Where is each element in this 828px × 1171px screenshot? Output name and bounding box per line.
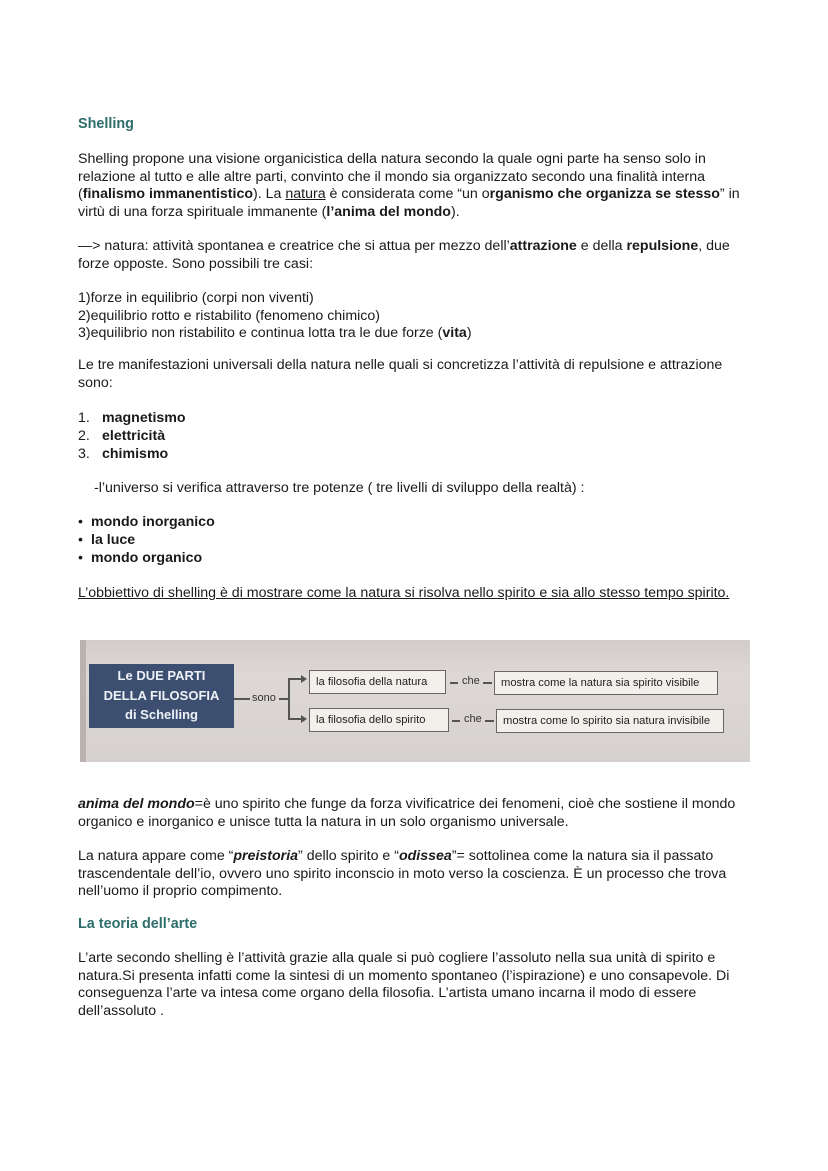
diagram-title-line: Le DUE PARTI (117, 668, 206, 683)
bullet: • (78, 532, 83, 548)
paragraph-natura (78, 238, 758, 273)
bold-text: repulsione (626, 238, 699, 254)
connector-line (288, 678, 302, 680)
heading-teoria-arte: La teoria dell’arte (78, 916, 198, 932)
list-number: 3. (78, 446, 90, 462)
diagram-title-line: DELLA FILOSOFIA (103, 687, 220, 703)
paragraph-intro (78, 151, 758, 221)
list-item (78, 513, 215, 531)
case-item: 1)forze in equilibrio (corpi non viventi) (78, 290, 314, 306)
text: , due forze opposte. Sono possibili tre casi: (78, 238, 730, 272)
photo-edge (80, 640, 86, 762)
bullet: • (78, 550, 83, 566)
list-label: elettricità (102, 428, 166, 444)
list-label: la luce (91, 532, 136, 548)
text: ) (466, 325, 472, 341)
text: ). (450, 203, 460, 220)
list-label: mondo organico (91, 550, 203, 566)
manifestations-list (78, 409, 186, 463)
underlined-text: natura (285, 186, 326, 202)
connector-line (234, 698, 250, 700)
case-item (78, 325, 758, 343)
paragraph-arte: L’arte secondo shelling è l’attività grazie alla quale si può cogliere l’assoluto nella sua unità di spirito e natura.Si presenta infatti come la sintesi di un momento spontaneo (l’ispirazione) e uno consapevole. Di conseguenza l’arte va intesa come organo della filosofia. L’artista umano incarna il modo di essere dell’assoluto . (78, 950, 730, 1019)
paragraph-potenze: -l’universo si verifica attraverso tre potenze ( tre livelli di sviluppo della realtà) : (94, 480, 585, 496)
connector-line (452, 720, 460, 722)
text: =è uno spirito che funge da forza vivificatrice dei fenomeni, cioè che sostiene il mondo organico e inorganico e unisce tutta la natura in un solo organismo universale. (78, 796, 736, 830)
philosophy-diagram-photo (80, 640, 750, 762)
diagram-che-label: che (462, 675, 480, 687)
diagram-desc-natura: mostra come la natura sia spirito visibile (494, 671, 718, 695)
paragraph-preistoria (78, 848, 758, 901)
text: ”= sottolinea come la natura sia il passato trascendentale dell’io, ovvero uno spirito inconscio in moto verso la coscienza. È un processo che trova nell’uomo il proprio compimento. (78, 848, 727, 899)
bold-italic-text: odissea (398, 848, 452, 864)
bold-italic-text: preistoria (233, 848, 299, 864)
text: —> natura: attività spontanea e creatrice che si attua per mezzo dell’ (78, 238, 510, 254)
diagram-part-spirito: la filosofia dello spirito (309, 708, 449, 732)
list-label: chimismo (102, 446, 169, 462)
bold-text: l’anima del mondo (326, 203, 451, 220)
bold-text: attrazione (509, 238, 577, 254)
text: è considerata come “un o (325, 186, 490, 202)
arrow-icon (301, 675, 307, 683)
diagram-title-box (89, 664, 234, 728)
cases-list (78, 290, 758, 343)
heading-shelling: Shelling (78, 116, 134, 132)
list-item (78, 531, 215, 549)
arrow-icon (301, 715, 307, 723)
list-item (78, 445, 186, 463)
text: e della (576, 238, 627, 254)
text: ). La (253, 186, 286, 202)
connector-line (450, 682, 458, 684)
text: Shelling propone una visione organicistica della natura secondo la quale ogni parte ha senso solo in relazione al tutto e alle altre parti, convinto che il mondo sia organizzato secondo una finalità interna ( (78, 151, 706, 202)
connector-line (483, 682, 492, 684)
connector-line (279, 698, 288, 700)
paragraph-manifestazioni: Le tre manifestazioni universali della natura nelle quali si concretizza l’attività di repulsione e attrazione sono: (78, 357, 723, 391)
list-label: mondo inorganico (91, 514, 215, 530)
text: ” dello spirito e “ (298, 848, 399, 864)
list-item (78, 427, 186, 445)
diagram-desc-spirito: mostra come lo spirito sia natura invisibile (496, 709, 724, 733)
bold-text: finalismo immanentistico (82, 186, 254, 202)
list-item (78, 549, 215, 567)
case-item: 2)equilibrio rotto e ristabilito (fenomeno chimico) (78, 307, 381, 324)
connector-line (485, 720, 494, 722)
list-number: 1. (78, 410, 90, 426)
list-item (78, 409, 186, 427)
paragraph-anima (78, 796, 758, 831)
bold-text: rganismo che organizza se stesso (489, 186, 720, 202)
bold-italic-text: anima del mondo (78, 796, 195, 812)
bold-text: vita (442, 325, 467, 341)
bullet: • (78, 514, 83, 530)
diagram-che-label: che (464, 713, 482, 725)
text: ” in virtù di una forza spirituale immanente ( (78, 186, 740, 220)
list-label: magnetismo (102, 410, 186, 426)
text: 3)equilibrio non ristabilito e continua lotta tra le due forze ( (78, 325, 443, 341)
diagram-part-natura: la filosofia della natura (309, 670, 446, 694)
text: La natura appare come “ (78, 848, 234, 864)
connector-line (288, 678, 290, 719)
list-number: 2. (78, 428, 90, 444)
diagram-title-line: di Schelling (125, 707, 198, 722)
potenze-list (78, 513, 215, 567)
paragraph-objective: L’obbiettivo di shelling è di mostrare come la natura si risolva nello spirito e sia allo stesso tempo spirito. (78, 585, 730, 601)
connector-line (288, 718, 302, 720)
diagram-sono-label: sono (252, 692, 276, 704)
